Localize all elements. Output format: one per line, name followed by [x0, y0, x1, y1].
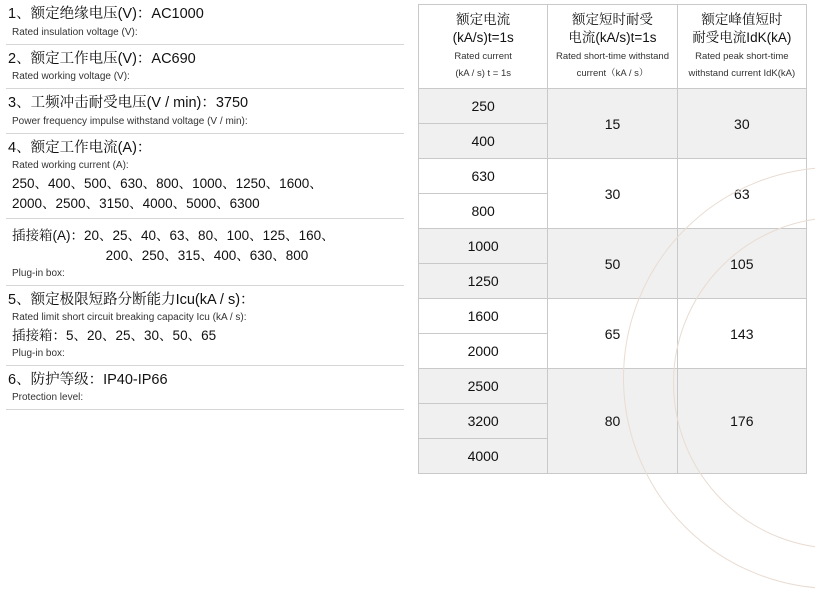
cell-rated-current: 1250 — [419, 264, 548, 299]
cell-short-time-withstand: 50 — [548, 229, 677, 299]
spec-title — [8, 5, 402, 25]
spec-label-en: Rated working current (A): — [12, 160, 129, 172]
table-row — [419, 159, 807, 194]
spec-item-breaking-capacity — [6, 286, 404, 366]
spec-value-line: 200、250、315、400、630、800 — [105, 247, 309, 263]
spec-index: 1、 — [8, 6, 31, 22]
spec-values — [8, 174, 402, 213]
header-en-line2: withstand current IdK(kA) — [688, 67, 796, 79]
header-cn-line1: 额定峰值短时 — [701, 12, 783, 27]
spec-item-working-voltage — [6, 45, 404, 90]
spec-label-cn: 额定绝缘电压(V)：AC1000 — [30, 6, 204, 22]
table-body — [419, 89, 807, 474]
header-cn-line1: 额定电流 — [456, 12, 511, 27]
spec-item-protection-level — [6, 366, 404, 411]
spec-label-en: Rated insulation voltage (V): — [12, 26, 138, 38]
ratings-table-panel — [410, 0, 815, 479]
cell-short-time-withstand: 65 — [548, 299, 677, 369]
cell-rated-current: 630 — [419, 159, 548, 194]
spec-value-line: 插接箱(A)：20、25、40、63、80、100、125、160、 — [12, 228, 335, 244]
column-header-rated-current — [419, 5, 548, 89]
spec-label-cn: 防护等级：IP40-IP66 — [30, 371, 168, 388]
spec-index: 3、 — [8, 95, 31, 112]
spec-value-line: 250、400、500、630、800、1000、1250、1600、 — [12, 176, 323, 192]
header-cn-line2: (kA/s)t=1s — [452, 30, 514, 46]
cell-rated-current: 4000 — [419, 439, 548, 474]
spec-title — [8, 50, 402, 70]
cell-rated-current: 3200 — [419, 404, 548, 439]
spec-title — [8, 139, 402, 159]
header-en-line2: (kA / s) t = 1s — [455, 67, 512, 79]
spec-item-impulse-withstand-voltage — [6, 89, 404, 134]
column-header-short-time-withstand — [548, 5, 677, 89]
spec-label-cn: 额定极限短路分断能力Icu(kA / s)： — [30, 291, 255, 308]
cell-peak-withstand: 176 — [677, 369, 806, 474]
cell-short-time-withstand: 30 — [548, 159, 677, 229]
cell-rated-current: 1000 — [419, 229, 548, 264]
cell-peak-withstand: 30 — [677, 89, 806, 159]
spec-item-plug-in-box-current — [6, 219, 404, 285]
cell-rated-current: 400 — [419, 124, 548, 159]
header-en-line1: Rated current — [454, 51, 512, 63]
table-row — [419, 369, 807, 404]
cell-peak-withstand: 63 — [677, 159, 806, 229]
specification-list — [0, 0, 410, 479]
cell-peak-withstand: 143 — [677, 299, 806, 369]
spec-label-en: Protection level: — [12, 392, 84, 404]
table-row — [419, 89, 807, 124]
cell-rated-current: 1600 — [419, 299, 548, 334]
header-en-line1: Rated peak short-time — [695, 51, 789, 63]
table-header-row — [419, 5, 807, 89]
spec-values — [8, 326, 402, 346]
cell-rated-current: 2500 — [419, 369, 548, 404]
spec-item-working-current — [6, 134, 404, 220]
spec-label-en: Rated limit short circuit breaking capacity Icu (kA / s): — [12, 312, 247, 324]
table-row — [419, 299, 807, 334]
header-cn-line1: 额定短时耐受 — [571, 12, 653, 27]
spec-index: 5、 — [8, 291, 31, 308]
spec-label-en: Power frequency impulse withstand voltage (V / min): — [12, 115, 248, 127]
spec-index: 6、 — [8, 371, 31, 388]
spec-index: 2、 — [8, 50, 31, 67]
header-en-line2: current（kA / s） — [576, 67, 649, 79]
cell-short-time-withstand: 15 — [548, 89, 677, 159]
ratings-table — [418, 4, 807, 474]
table-header — [419, 5, 807, 89]
header-cn-line2: 耐受电流IdK(kA) — [692, 30, 792, 46]
cell-peak-withstand: 105 — [677, 229, 806, 299]
spec-label-en-secondary: Plug-in box: — [12, 347, 65, 359]
table-row — [419, 229, 807, 264]
spec-label-cn: 额定工作电压(V)：AC690 — [30, 50, 196, 67]
column-header-peak-withstand — [677, 5, 806, 89]
spec-title — [8, 371, 402, 391]
spec-value-line: 2000、2500、3150、4000、5000、6300 — [12, 195, 260, 211]
header-cn-line2: 电流(kA/s)t=1s — [568, 30, 657, 46]
spec-item-insulation-voltage — [6, 0, 404, 45]
cell-short-time-withstand: 80 — [548, 369, 677, 474]
spec-title — [8, 291, 402, 311]
cell-rated-current: 800 — [419, 194, 548, 229]
spec-value-line: 插接箱：5、20、25、30、50、65 — [12, 328, 217, 344]
cell-rated-current: 2000 — [419, 334, 548, 369]
cell-rated-current: 250 — [419, 89, 548, 124]
spec-label-cn: 额定工作电流(A)： — [30, 139, 152, 156]
spec-values — [8, 226, 402, 265]
header-en-line1: Rated short-time withstand — [555, 51, 669, 63]
spec-label-en: Plug-in box: — [12, 267, 65, 279]
spec-label-en: Rated working voltage (V): — [12, 71, 130, 83]
spec-label-cn: 工频冲击耐受电压(V / min)：3750 — [30, 95, 249, 112]
spec-title — [8, 94, 402, 114]
spec-index: 4、 — [8, 139, 31, 156]
